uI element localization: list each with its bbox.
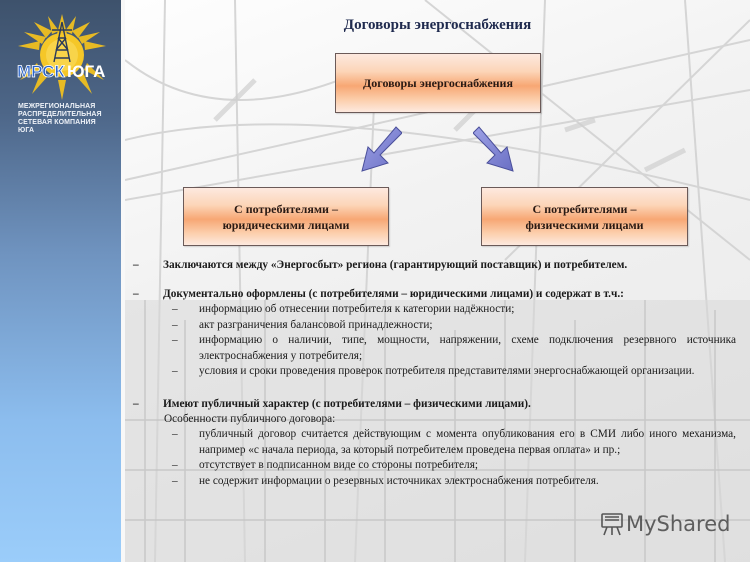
sub-bullet-text: акт разграничения балансовой принадлежности; <box>199 318 433 331</box>
dash-marker: – <box>133 397 139 410</box>
left-brand-panel <box>0 0 121 562</box>
bullet-item <box>133 287 736 302</box>
company-name <box>18 103 118 135</box>
sub-bullet-text: публичный договор считается действующим с момента опубликования его в СМИ либо иного механизма, например «с начала периода, за который потребителем проведена первая оплата» и пр.; <box>199 428 736 456</box>
sub-bullet-item <box>133 318 736 334</box>
dash-marker: – <box>172 474 178 487</box>
dash-marker: – <box>172 334 178 346</box>
myshared-watermark <box>600 510 730 538</box>
box-line: С потребителями – <box>532 201 637 216</box>
sub-bullet-item <box>133 364 736 380</box>
presentation-board-icon <box>600 511 624 537</box>
bullet-text: Документально оформлены (с потребителями – юридическими лицами) и содержат в т.ч.: <box>163 288 624 300</box>
diagram-root-label: Договоры энергоснабжения <box>363 76 513 90</box>
dash-marker: – <box>172 303 178 315</box>
box-line: С потребителями – <box>234 201 338 216</box>
sub-bullet-item <box>133 474 736 490</box>
dash-marker: – <box>172 365 178 377</box>
svg-text:МРСК: МРСК <box>17 62 65 81</box>
mrsk-yuga-logo-icon <box>12 10 112 102</box>
dash-marker: – <box>172 318 178 331</box>
sub-bullet-text: информацию о наличии, типе, мощности, напряжении, схеме подключения резервного источника электроснабжения у потребителя; <box>199 334 736 362</box>
dash-marker: – <box>172 459 178 471</box>
bullet-list <box>133 258 736 489</box>
dash-marker: – <box>172 428 178 440</box>
company-name-line: РАСПРЕДЕЛИТЕЛЬНАЯ <box>18 111 102 118</box>
bullet-item <box>133 258 736 273</box>
slide-title: Договоры энергоснабжения <box>343 17 532 33</box>
diagram-box-individuals <box>481 187 688 246</box>
watermark-text: MyShared <box>626 512 731 536</box>
svg-text:ЮГА: ЮГА <box>67 62 106 81</box>
sub-bullet-text: информацию об отнесении потребителя к категории надёжности; <box>199 303 515 315</box>
diagram-box-legal-entities <box>183 187 389 246</box>
sub-bullet-text: условия и сроки проведения проверок потребителя представителями энергоснабжающей организации. <box>199 365 695 377</box>
box-line: физическими лицами <box>525 217 644 232</box>
arrow-down-left-icon <box>358 125 402 173</box>
dash-marker: – <box>133 288 139 300</box>
sub-bullet-item <box>133 458 736 474</box>
arrow-down-right-icon <box>473 125 517 173</box>
company-name-line: ЮГА <box>18 127 35 134</box>
dash-marker: – <box>133 259 139 271</box>
diagram-root-box <box>335 53 541 113</box>
sub-bullet-item <box>133 333 736 364</box>
company-name-line: СЕТЕВАЯ КОМПАНИЯ <box>18 119 96 126</box>
sub-bullet-item <box>133 302 736 318</box>
bullet-note: Особенности публичного договора: <box>164 412 336 425</box>
bullet-text: Имеют публичный характер (с потребителями – физическими лицами). <box>163 397 531 410</box>
sub-bullet-item <box>133 427 736 458</box>
sub-bullet-text: отсутствует в подписанном виде со стороны потребителя; <box>199 459 479 471</box>
bullet-text: Заключаются между «Энергосбыт» региона (гарантирующий поставщик) и потребителем. <box>163 259 628 271</box>
company-name-line: МЕЖРЕГИОНАЛЬНАЯ <box>18 103 96 110</box>
bullet-item <box>133 397 736 412</box>
box-line: юридическими лицами <box>222 217 350 232</box>
sub-bullet-text: не содержит информации о резервных источниках электроснабжения потребителя. <box>199 474 599 487</box>
